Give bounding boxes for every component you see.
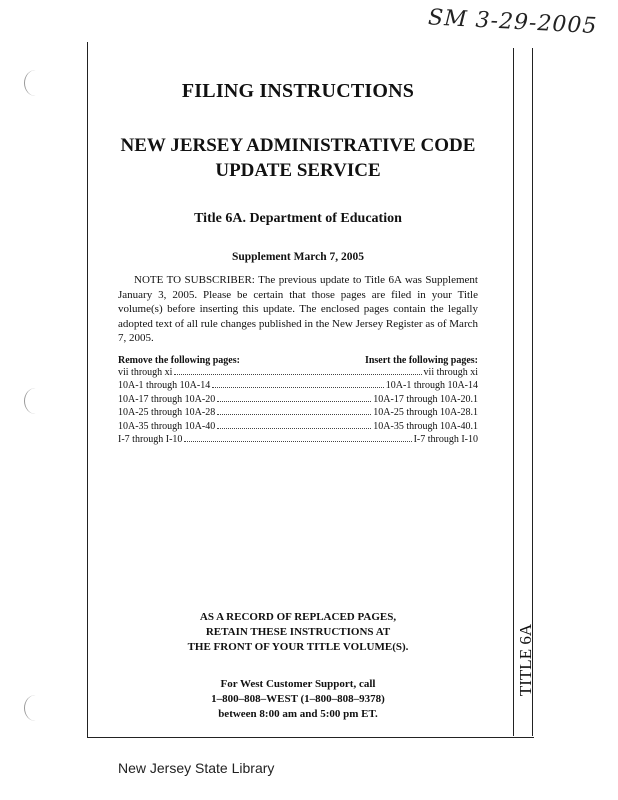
remove-range: 10A-35 through 10A-40: [118, 420, 216, 432]
record-line-1: AS A RECORD OF REPLACED PAGES,: [199, 611, 397, 623]
punch-hole-bottom: [24, 695, 47, 721]
dot-leader: [212, 387, 384, 388]
library-stamp: New Jersey State Library: [118, 760, 275, 776]
title-heading: Title 6A. Department of Education: [194, 211, 402, 226]
insert-range: 10A-35 through 10A-40.1: [373, 420, 478, 432]
table-row: [118, 406, 478, 420]
document-body: [118, 80, 478, 447]
subtitle-line-1: NEW JERSEY ADMINISTRATIVE CODE: [120, 135, 476, 156]
supplement-date: Supplement March 7, 2005: [231, 251, 365, 263]
dot-leader: [184, 441, 411, 442]
dot-leader: [174, 374, 421, 375]
customer-support: [118, 677, 478, 722]
record-line-2: RETAIN THESE INSTRUCTIONS AT: [205, 626, 391, 638]
insert-range: 10A-25 through 10A-28.1: [373, 407, 478, 418]
punch-hole-middle: [24, 388, 47, 414]
pages-table: [118, 366, 478, 447]
dot-leader: [217, 428, 371, 429]
record-notice: [118, 610, 478, 655]
pages-table-header: [118, 355, 478, 366]
document-subtitle: [118, 133, 478, 183]
table-row: [118, 379, 478, 393]
remove-range: 10A-1 through 10A-14: [118, 380, 211, 391]
insert-range: 10A-17 through 10A-20.1: [373, 393, 478, 405]
table-row: [118, 366, 478, 380]
subtitle-line-2: UPDATE SERVICE: [215, 160, 381, 181]
instructions-footer: [118, 610, 478, 722]
remove-range: 10A-25 through 10A-28: [118, 407, 216, 418]
insert-range: vii through xi: [423, 366, 478, 378]
remove-range: I-7 through I-10: [118, 434, 183, 445]
subscriber-note: NOTE TO SUBSCRIBER: The previous update to Title 6A was Supplement January 3, 2005. Please be certain that those pages are filed in your Title volume(s) before inserting this update. The enclosed pages contain the legally adopted text of all rule changes published in the New Jersey Register as of March 7, 2005.: [118, 274, 478, 344]
support-line-1: For West Customer Support, call: [220, 678, 376, 690]
record-line-3: THE FRONT OF YOUR TITLE VOLUME(S).: [187, 641, 409, 653]
remove-range: vii through xi: [118, 366, 173, 378]
support-hours: between 8:00 am and 5:00 pm ET.: [218, 708, 378, 720]
insert-range: I-7 through I-10: [413, 434, 478, 445]
punch-hole-top: [24, 70, 47, 96]
insert-range: 10A-1 through 10A-14: [385, 380, 478, 391]
dot-leader: [217, 414, 371, 415]
page-title: FILING INSTRUCTIONS: [181, 80, 415, 102]
table-row: [118, 433, 478, 447]
handwritten-annotation: SM 3-29-2005: [427, 5, 598, 40]
table-row: [118, 393, 478, 407]
table-row: [118, 420, 478, 434]
tab-label: TITLE 6A: [516, 623, 535, 697]
remove-pages-header: Remove the following pages:: [118, 354, 240, 366]
insert-pages-header: Insert the following pages:: [364, 354, 478, 366]
remove-range: 10A-17 through 10A-20: [118, 393, 216, 405]
dot-leader: [217, 401, 371, 402]
support-phone: 1–800–808–WEST (1–800–808–9378): [211, 693, 385, 705]
